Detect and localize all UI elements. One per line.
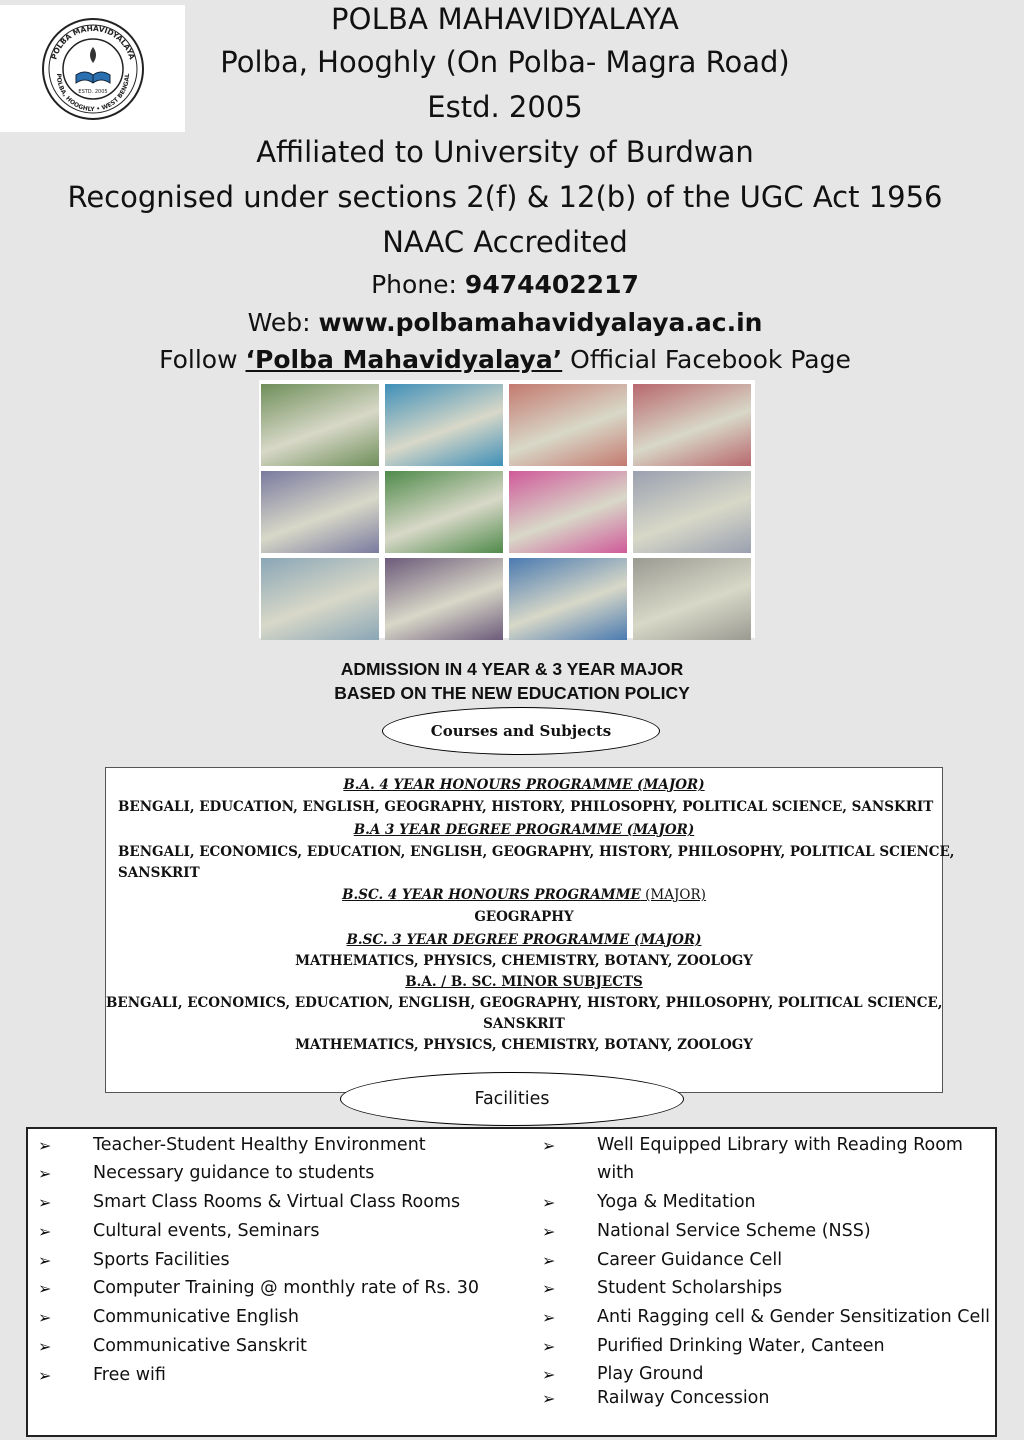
facilities-heading: Facilities (474, 1089, 550, 1109)
bullet-arrow-icon: ➢ (542, 1337, 556, 1356)
facility-item: Cultural events, Seminars (93, 1221, 320, 1241)
facility-item: Play Ground (597, 1364, 704, 1384)
facility-item: Teacher-Student Healthy Environment (93, 1135, 426, 1155)
ba-4yr-subjects: BENGALI, EDUCATION, ENGLISH, GEOGRAPHY, HISTORY, PHILOSOPHY, POLITICAL SCIENCE, SANSKRIT (118, 799, 934, 815)
facility-item: Communicative English (93, 1307, 300, 1327)
bullet-arrow-icon: ➢ (542, 1193, 556, 1212)
ba-3yr-subjects-1: BENGALI, ECONOMICS, EDUCATION, ENGLISH, GEOGRAPHY, HISTORY, PHILOSOPHY, POLITICAL SCIENCE, (118, 844, 955, 860)
facility-item: with (597, 1163, 635, 1183)
bsc-3yr-subjects: MATHEMATICS, PHYSICS, CHEMISTRY, BOTANY, ZOOLOGY (295, 953, 753, 969)
phone-number[interactable]: 9474402217 (464, 270, 639, 299)
bullet-arrow-icon: ➢ (38, 1136, 52, 1155)
facebook-page-link[interactable]: ‘Polba Mahavidyalaya’ (245, 345, 563, 374)
bsc-4yr-title-suffix: (MAJOR) (640, 887, 706, 903)
bullet-arrow-icon: ➢ (38, 1337, 52, 1356)
lab-photo (633, 384, 751, 466)
svg-text:POLBA, HOOGHLY • WEST BENGAL: POLBA, HOOGHLY • WEST BENGAL (54, 73, 132, 114)
website-link[interactable]: www.polbamahavidyalaya.ac.in (318, 308, 763, 337)
affiliation: Affiliated to University of Burdwan (256, 135, 754, 169)
bullet-arrow-icon: ➢ (542, 1251, 556, 1270)
facility-item: Purified Drinking Water, Canteen (597, 1336, 885, 1356)
facility-item: National Service Scheme (NSS) (597, 1221, 871, 1241)
facility-item: Communicative Sanskrit (93, 1336, 307, 1356)
bullet-arrow-icon: ➢ (38, 1164, 52, 1183)
facility-item: Well Equipped Library with Reading Room (597, 1135, 963, 1155)
speech-photo (261, 471, 379, 553)
lecture-photo (633, 558, 751, 640)
facility-item: Computer Training @ monthly rate of Rs. 30 (93, 1278, 480, 1298)
minor-subjects-1: BENGALI, ECONOMICS, EDUCATION, ENGLISH, GEOGRAPHY, HISTORY, PHILOSOPHY, POLITICAL SCIENCE, (106, 995, 943, 1011)
bsc-4yr-title: B.SC. 4 YEAR HONOURS PROGRAMME (342, 887, 641, 903)
facebook-line (0, 345, 1010, 374)
courses-heading: Courses and Subjects (430, 722, 612, 740)
bullet-arrow-icon: ➢ (38, 1308, 52, 1327)
bsc-4yr-subjects: GEOGRAPHY (474, 909, 574, 925)
svg-text:POLBA MAHAVIDYALAYA: POLBA MAHAVIDYALAYA (49, 23, 137, 61)
bullet-arrow-icon: ➢ (542, 1222, 556, 1241)
phone-line (0, 270, 1010, 299)
naac-accreditation: NAAC Accredited (382, 225, 628, 259)
facilities-heading-oval (340, 1072, 684, 1126)
bullet-arrow-icon: ➢ (542, 1389, 556, 1408)
bullet-arrow-icon: ➢ (542, 1308, 556, 1327)
courses-panel (105, 767, 955, 1093)
bullet-arrow-icon: ➢ (542, 1136, 556, 1155)
facility-item: Student Scholarships (597, 1278, 783, 1298)
minor-subjects-2: SANSKRIT (483, 1016, 565, 1032)
podium-photo (385, 384, 503, 466)
facilities-panel (26, 1127, 997, 1437)
bullet-arrow-icon: ➢ (38, 1366, 52, 1385)
admission-line-2: BASED ON THE NEW EDUCATION POLICY (334, 683, 690, 703)
photo-gallery (259, 380, 755, 638)
ba-3yr-subjects-2: SANSKRIT (118, 865, 200, 881)
bsc-4yr-title-line (106, 887, 942, 903)
phone-label: Phone: (371, 270, 465, 299)
campus-building-photo (385, 471, 503, 553)
facility-item: Necessary guidance to students (93, 1163, 375, 1183)
courses-heading-oval (382, 707, 660, 755)
admission-line-1: ADMISSION IN 4 YEAR & 3 YEAR MAJOR (340, 659, 684, 679)
bullet-arrow-icon: ➢ (38, 1251, 52, 1270)
seminar-photo (385, 558, 503, 640)
follow-prefix: Follow (159, 345, 246, 374)
poster-session-photo (261, 558, 379, 640)
nss-camp-photo (509, 558, 627, 640)
cultural-stage-photo (509, 471, 627, 553)
svg-text:ESTD. 2005: ESTD. 2005 (78, 89, 108, 95)
minor-title: B.A. / B. SC. MINOR SUBJECTS (405, 974, 643, 990)
facility-item: Free wifi (93, 1365, 166, 1385)
college-address: Polba, Hooghly (On Polba- Magra Road) (220, 45, 790, 79)
bullet-arrow-icon: ➢ (38, 1222, 52, 1241)
ceremony-photo (509, 384, 627, 466)
ba-3yr-title: B.A 3 YEAR DEGREE PROGRAMME (MAJOR) (353, 822, 695, 838)
facility-item: Career Guidance Cell (597, 1250, 783, 1270)
bsc-3yr-title: B.SC. 3 YEAR DEGREE PROGRAMME (MAJOR) (346, 932, 702, 948)
facility-item: Anti Ragging cell & Gender Sensitization Cell (597, 1307, 990, 1327)
group-outdoor-photo (633, 471, 751, 553)
facility-item: Sports Facilities (93, 1250, 230, 1270)
facility-item: Yoga & Meditation (597, 1192, 756, 1212)
web-line (0, 308, 1010, 337)
bullet-arrow-icon: ➢ (38, 1193, 52, 1212)
college-name: POLBA MAHAVIDYALAYA (330, 2, 680, 36)
ugc-recognition: Recognised under sections 2(f) & 12(b) of the UGC Act 1956 (67, 180, 943, 214)
bullet-arrow-icon: ➢ (542, 1279, 556, 1298)
bullet-arrow-icon: ➢ (38, 1279, 52, 1298)
web-label: Web: (247, 308, 319, 337)
follow-suffix: Official Facebook Page (562, 345, 851, 374)
facility-item: Railway Concession (597, 1388, 770, 1408)
rally-photo (261, 384, 379, 466)
minor-subjects-3: MATHEMATICS, PHYSICS, CHEMISTRY, BOTANY, ZOOLOGY (295, 1037, 753, 1053)
facility-item: Smart Class Rooms & Virtual Class Rooms (93, 1192, 461, 1212)
bullet-arrow-icon: ➢ (542, 1365, 556, 1384)
established-year: Estd. 2005 (427, 90, 583, 124)
ba-4yr-title: B.A. 4 YEAR HONOURS PROGRAMME (MAJOR) (343, 777, 705, 793)
